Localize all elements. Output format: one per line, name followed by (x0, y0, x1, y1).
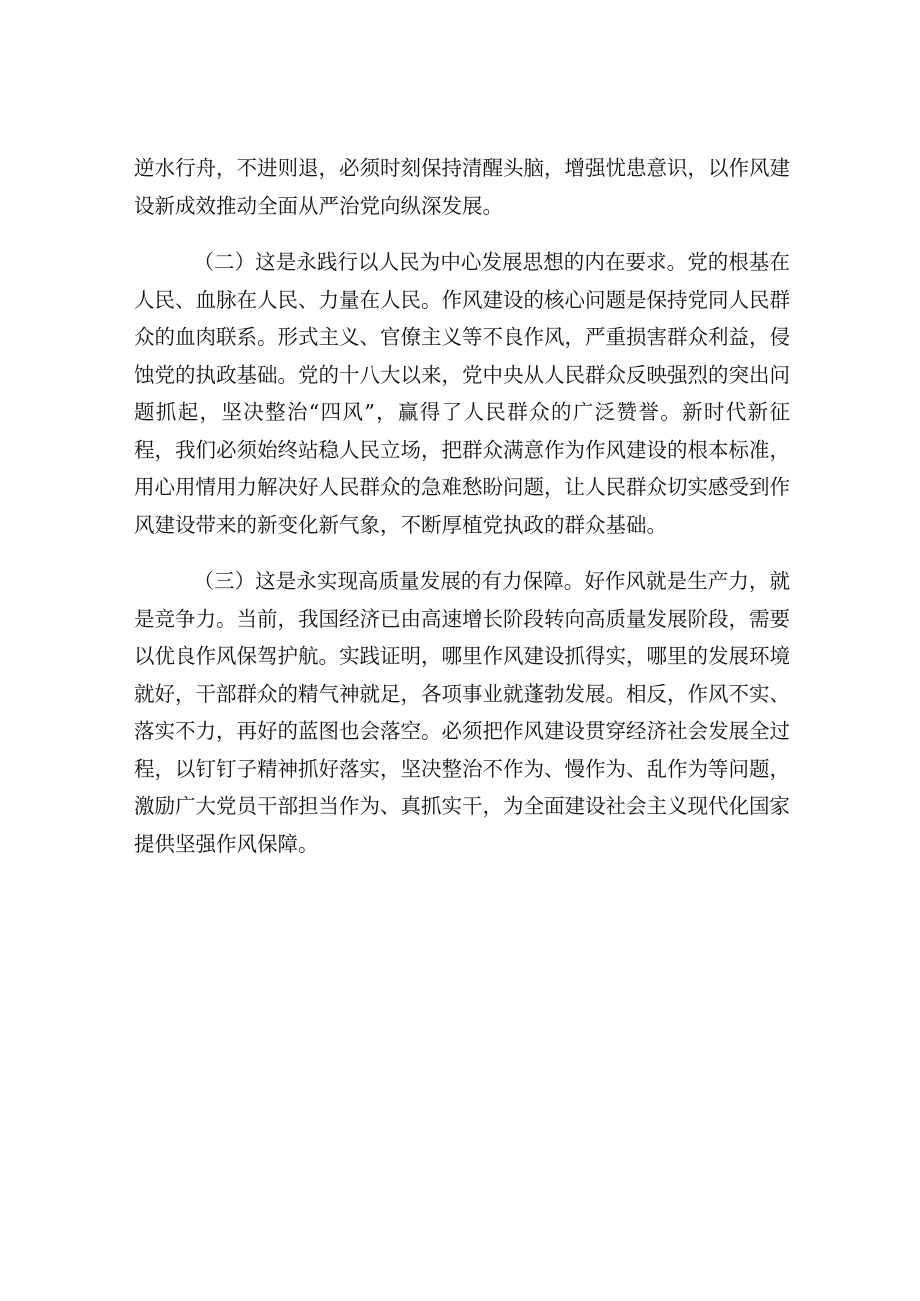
paragraph-continuation: 逆水行舟，不进则退，必须时刻保持清醒头脑，增强忧患意识，以作风建设新成效推动全面从严治党向纵深发展。 (134, 156, 790, 218)
document-body (134, 150, 790, 863)
paragraph-point-2: （二）这是永践行以人民为中心发展思想的内在要求。党的根基在人民、血脉在人民、力量在人民。作风建设的核心问题是保持党同人民群众的血肉联系。形式主义、官僚主义等不良作风，严重损害群众利益，侵蚀党的执政基础。党的十八大以来，党中央从人民群众反映强烈的突出问题抓起，坚决整治“四风”，赢得了人民群众的广泛赞誉。新时代新征程，我们必须始终站稳人民立场，把群众满意作为作风建设的根本标准，用心用情用力解决好人民群众的急难愁盼问题，让人民群众切实感受到作风建设带来的新变化新气象，不断厚植党执政的群众基础。 (134, 250, 790, 537)
paragraph-point-3: （三）这是永实现高质量发展的有力保障。好作风就是生产力，就是竞争力。当前，我国经济已由高速增长阶段转向高质量发展阶段，需要以优良作风保驾护航。实践证明，哪里作风建设抓得实，哪里的发展环境就好，干部群众的精气神就足，各项事业就蓬勃发展。相反，作风不实、落实不力，再好的蓝图也会落空。必须把作风建设贯穿经济社会发展全过程，以钉钉子精神抓好落实，坚决整治不作为、慢作为、乱作为等问题，激励广大党员干部担当作为、真抓实干，为全面建设社会主义现代化国家提供坚强作风保障。 (134, 569, 790, 856)
